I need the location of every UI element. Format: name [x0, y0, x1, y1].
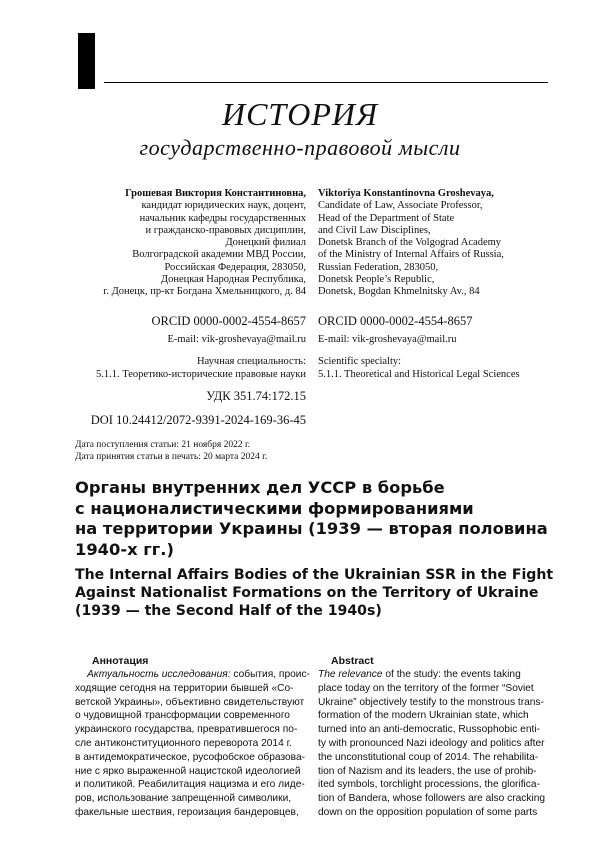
abstract-line: ние с ярко выраженной нацистской идеологией	[75, 765, 301, 777]
title-line: 1940-х гг.)	[75, 539, 174, 559]
author-ru	[60, 188, 306, 299]
section-title: ИСТОРИЯ	[221, 96, 379, 132]
author-affil-ru: Российская Федерация, 283050,	[164, 261, 306, 273]
title-line: на территории Украины (1939 — вторая половина	[75, 519, 548, 538]
abstract-line: украинского государства, превратившегося по-	[75, 724, 298, 736]
title-line: The Internal Affairs Bodies of the Ukrainian SSR in the Fight	[75, 567, 554, 583]
author-affil-en: Russian Federation, 283050,	[318, 261, 439, 273]
abstract-line: ited symbols, torchlight processions, the glorifica-	[318, 779, 540, 791]
abstract-line: факельные шествия, героизация бандеровцев,	[75, 806, 299, 818]
abstract-line: ходящие сегодня на территории бывшей «Со-	[75, 682, 294, 694]
abstract-en	[318, 668, 551, 820]
author-affil-en: Donetsk Branch of the Volgograd Academy	[318, 237, 502, 249]
doi: DOI 10.24412/2072-9391-2024-169-36-45	[90, 413, 306, 427]
author-affil-ru: Донецкая Народная Республика,	[160, 274, 306, 286]
article-title-ru	[75, 478, 575, 560]
abstract-line: place today on the territory of the former “Soviet	[318, 682, 534, 694]
date-accepted: Дата принятия статьи в печать: 20 марта 2024 г.	[75, 451, 268, 462]
title-line: с националистическими формированиями	[75, 498, 474, 518]
article-title-en	[75, 566, 575, 621]
abstract-line: ветской Украины», объективно свидетельствуют	[75, 696, 305, 708]
author-affil-ru: Волгоградской академии МВД России,	[132, 249, 306, 261]
abstract-heading-ru: Аннотация	[92, 655, 149, 667]
abstract-line: Ukraine” objectively testify to the monstrous trans-	[318, 696, 544, 708]
abstract-line	[75, 668, 308, 682]
abstract-line: turned into an anti-democratic, Russophobic enti-	[318, 724, 540, 736]
author-affil-ru: кандидат юридических наук, доцент,	[141, 200, 306, 212]
abstract-line: ty with pronounced Nazi ideology and politics after	[318, 737, 545, 749]
author-affil-en: Head of the Department of State	[318, 212, 455, 224]
author-affil-en: and Civil Law Disciplines,	[318, 224, 431, 236]
email-en: E-mail: vik-groshevaya@mail.ru	[318, 334, 457, 345]
abstract-line: сле антиконституционного переворота 2014 г.	[75, 737, 292, 749]
abstract-line: ров, использование запрещенной символики,	[75, 793, 292, 805]
abstract-lead-ru: Актуальность исследования:	[87, 669, 231, 680]
specialty-label-ru: Научная специальность:	[196, 356, 306, 367]
section-subtitle: государственно-правовой мысли	[139, 135, 461, 160]
author-affil-ru: и гражданско-правовых дисциплин,	[145, 224, 306, 236]
article-dates	[75, 440, 555, 463]
abstract-line: down on the opposition population of some parts	[318, 806, 538, 818]
author-affil-en: of the Ministry of Internal Affairs of Russia,	[318, 249, 504, 261]
specialty-ru: 5.1.1. Теоретико-исторические правовые науки	[95, 369, 306, 380]
author-affil-en: Candidate of Law, Associate Professor,	[318, 200, 483, 212]
author-name-ru: Грошевая Виктория Константиновна,	[125, 188, 306, 199]
abstract-heading-en: Abstract	[331, 655, 374, 667]
email-ru: E-mail: vik-groshevaya@mail.ru	[167, 334, 306, 345]
title-line: Against Nationalist Formations on the Territory of Ukraine	[75, 585, 539, 602]
abstract-line: the unconstitutional coup of 2014. The rehabilita-	[318, 751, 539, 763]
author-affil-ru: г. Донецк, пр-кт Богдана Хмельницкого, д. 84	[103, 286, 306, 298]
abstract-line: в антидемократическое, русофобское образова-	[75, 751, 306, 763]
author-affil-ru: Донецкий филиал	[225, 237, 306, 249]
udk: УДК 351.74:172.15	[206, 389, 306, 403]
specialty-en: 5.1.1. Theoretical and Historical Legal Sciences	[318, 369, 520, 380]
author-name-en: Viktoriya Konstantinovna Groshevaya,	[318, 188, 494, 199]
abstract-line	[318, 668, 551, 682]
author-affil-en: Donetsk People’s Republic,	[318, 274, 435, 286]
section-mark	[78, 33, 95, 89]
abstract-first-en: of the study: the events taking	[382, 669, 521, 680]
abstract-lead-en: The relevance	[318, 669, 383, 680]
author-en	[318, 188, 568, 299]
orcid-ru: ORCID 0000-0002-4554-8657	[151, 314, 306, 328]
abstract-line: и политикой. Реабилитация нацизма и его лиде-	[75, 779, 305, 791]
title-line: (1939 — the Second Half of the 1940s)	[75, 603, 382, 620]
abstract-line: tion of Nazism and its leaders, the use of prohib-	[318, 765, 537, 777]
abstract-line: formation of the modern Ukrainian state, which	[318, 710, 529, 722]
header-rule	[104, 82, 548, 83]
specialty-label-en: Scientific specialty:	[318, 356, 402, 367]
abstract-line: tion of Bandera, whose followers are also cracking	[318, 793, 546, 805]
author-affil-en: Donetsk, Bogdan Khmelnitsky Av., 84	[318, 286, 480, 298]
abstract-line: о чудовищной трансформации современного	[75, 710, 290, 722]
date-received: Дата поступления статьи: 21 ноября 2022 г.	[75, 440, 251, 450]
author-affil-ru: начальник кафедры государственных	[139, 212, 306, 224]
abstract-first-ru: события, проис-	[230, 669, 310, 680]
abstract-ru	[75, 668, 308, 820]
title-line: Органы внутренних дел УССР в борьбе	[75, 478, 445, 497]
orcid-en: ORCID 0000-0002-4554-8657	[318, 314, 473, 328]
